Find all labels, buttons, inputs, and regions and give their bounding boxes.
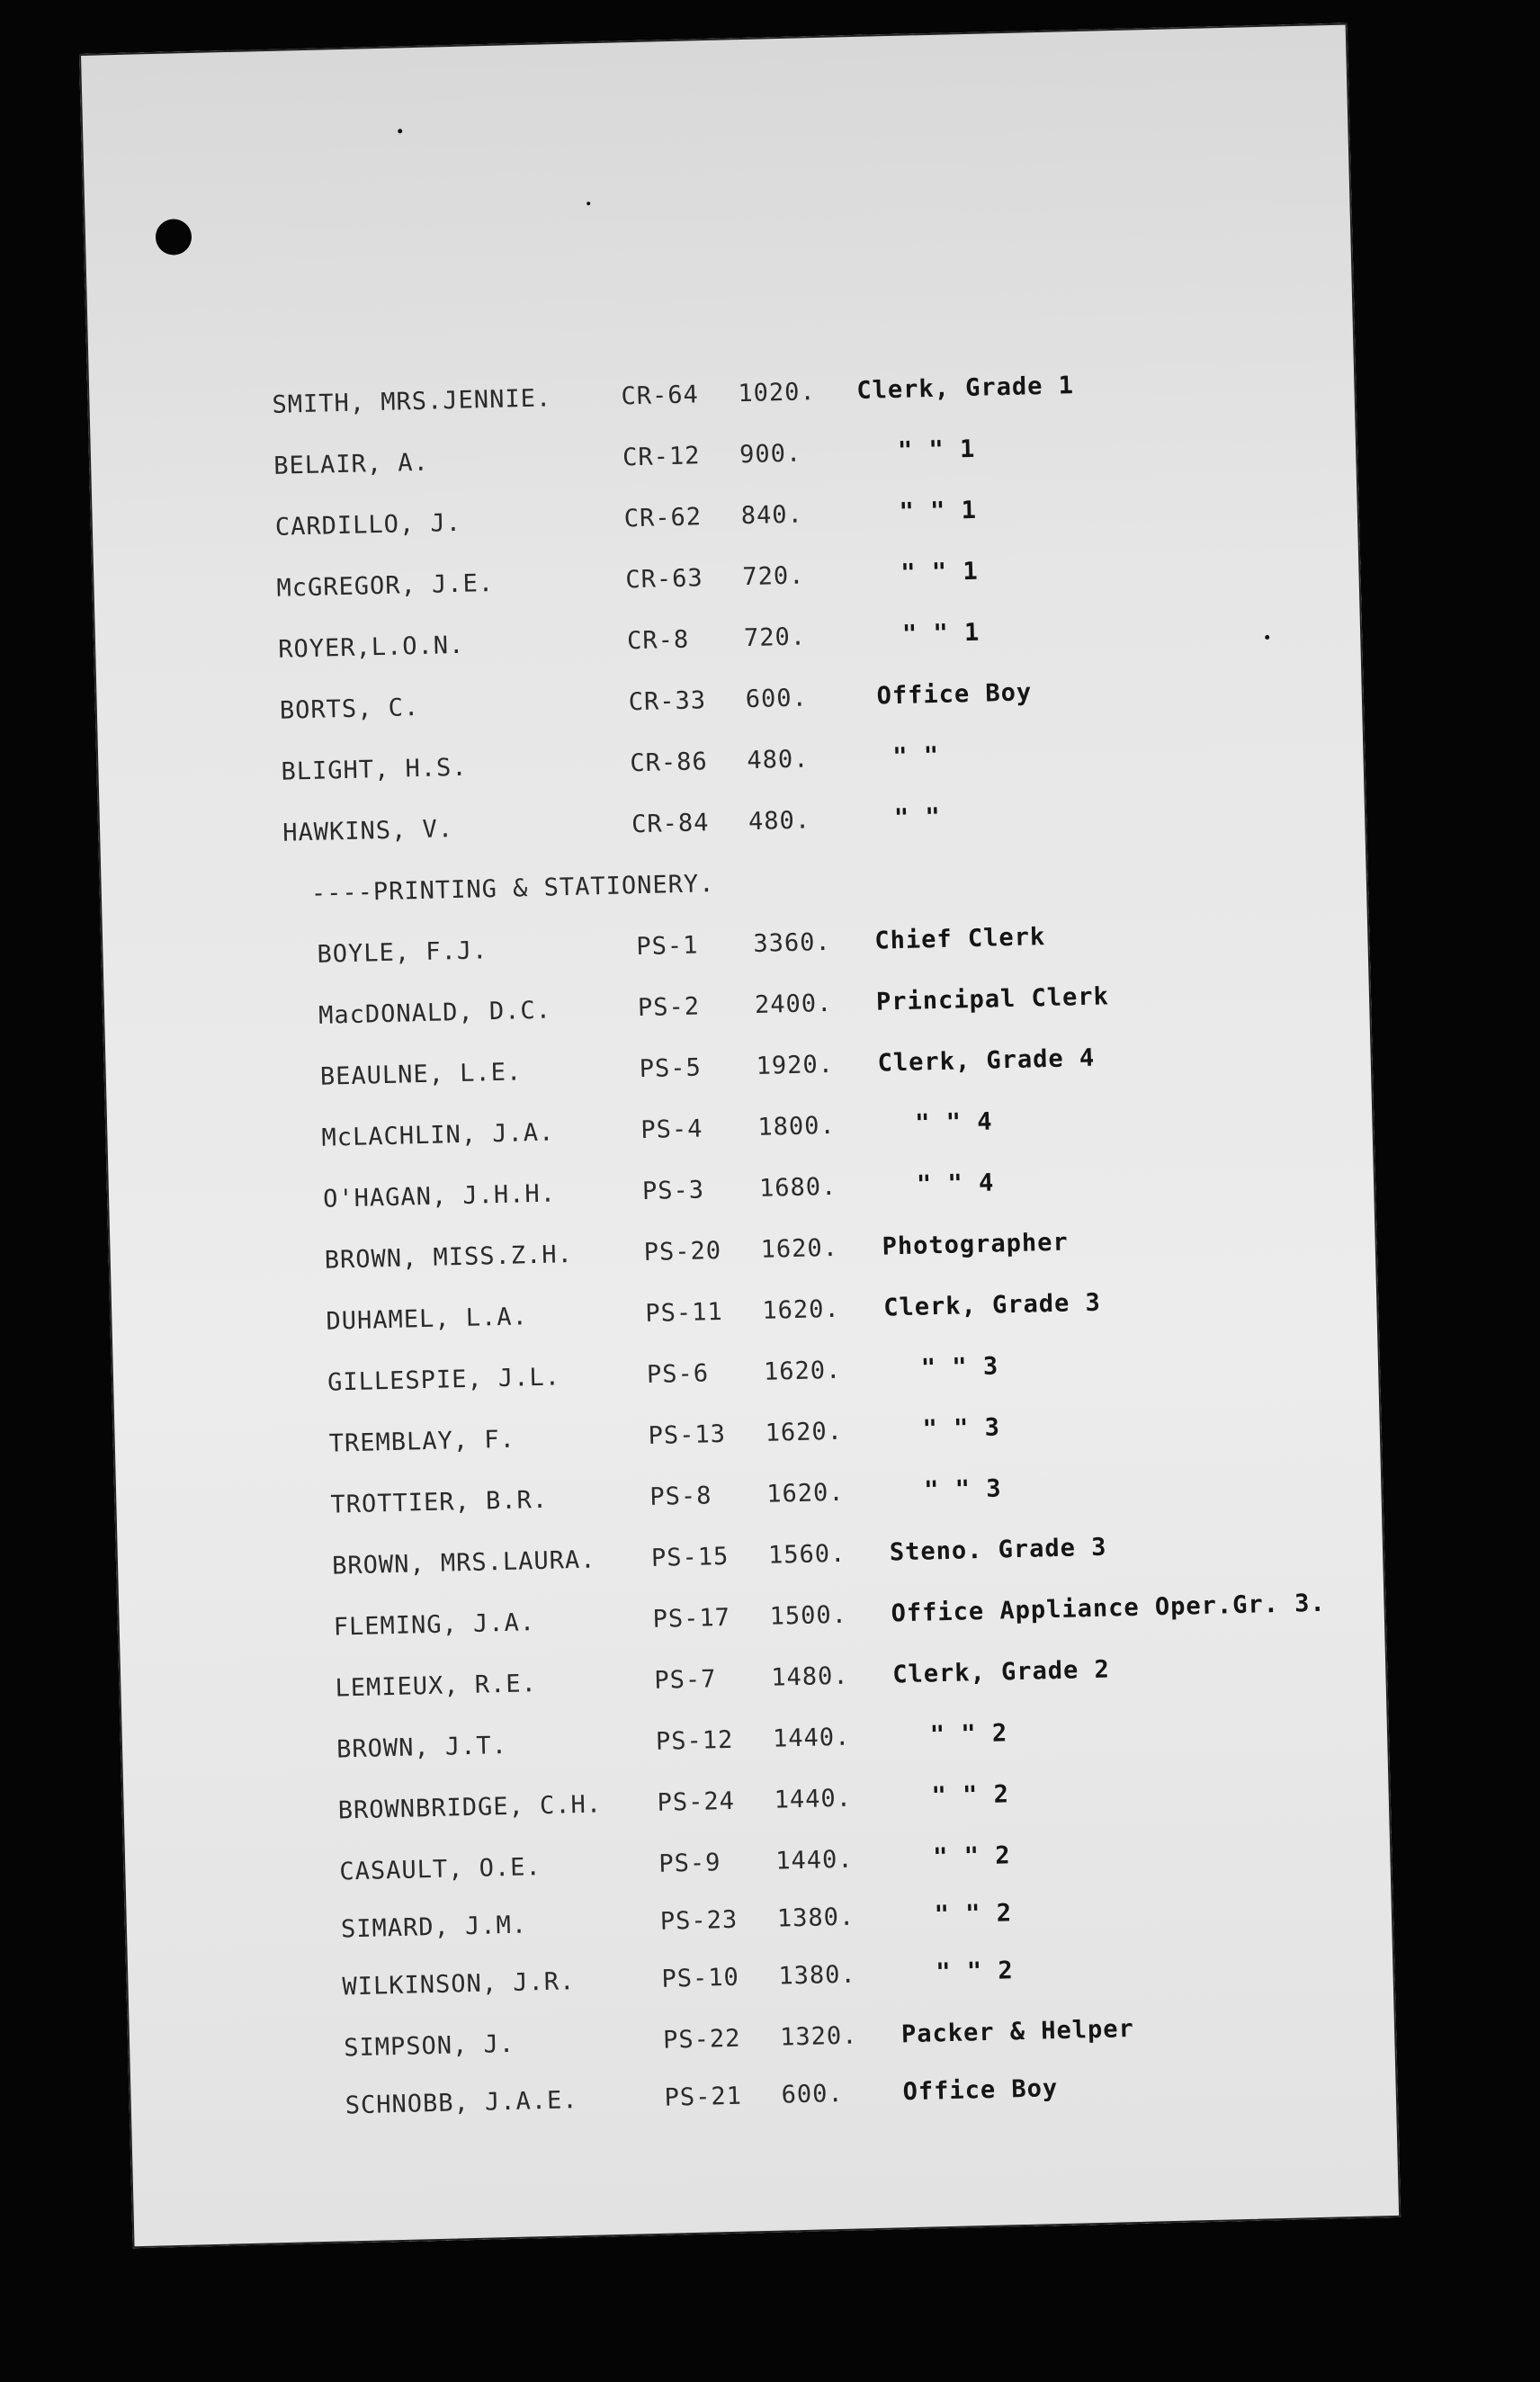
job-title: Office Boy: [876, 678, 1033, 711]
table-row: [343, 2015, 1135, 2070]
salary: 480.: [747, 745, 810, 775]
employee-name: MacDONALD, D.C.: [318, 996, 552, 1030]
job-title: " " 1: [900, 557, 980, 587]
position-code: PS-7: [653, 1665, 717, 1695]
employee-name: TREMBLAY, F.: [328, 1425, 516, 1458]
salary: 1560.: [767, 1539, 846, 1570]
table-row: [317, 923, 1046, 977]
employee-name: BROWNBRIDGE, C.H.: [337, 1790, 603, 1825]
job-title: Clerk, Grade 4: [877, 1043, 1096, 1078]
salary: 900.: [739, 439, 802, 470]
salary: 1620.: [761, 1294, 841, 1325]
job-title: " " 2: [932, 1841, 1011, 1872]
salary: 1620.: [763, 1356, 842, 1386]
table-row: [282, 802, 942, 855]
ink-speck: [398, 129, 402, 133]
position-code: CR-12: [622, 442, 701, 472]
position-code: PS-8: [649, 1482, 712, 1511]
table-row: [328, 1413, 1001, 1466]
position-code: PS-6: [646, 1359, 710, 1390]
job-title: Packer & Helper: [900, 2015, 1135, 2049]
ink-speck: [1265, 635, 1269, 640]
employee-name: DUHAMEL, L.A.: [326, 1303, 529, 1336]
job-title: Office Appliance Oper.Gr. 3.: [891, 1589, 1327, 1628]
job-title: " " 4: [916, 1169, 995, 1199]
table-row: [324, 1228, 1070, 1283]
position-code: PS-5: [639, 1053, 703, 1084]
position-code: CR-33: [628, 686, 707, 717]
salary: 1380.: [776, 1903, 855, 1933]
salary: 480.: [748, 806, 811, 837]
employee-name: BROWN, MISS.Z.H.: [324, 1240, 574, 1275]
table-row: [277, 618, 980, 672]
salary: 1480.: [770, 1661, 849, 1692]
job-title: " " 2: [929, 1719, 1008, 1750]
job-title: " " 3: [923, 1474, 1002, 1505]
position-code: CR-63: [625, 564, 704, 595]
employee-name: HAWKINS, V.: [282, 815, 454, 847]
salary: 2400.: [754, 989, 833, 1019]
employee-name: McLACHLIN, J.A.: [321, 1118, 555, 1152]
table-row: [331, 1533, 1107, 1589]
salary: 1680.: [758, 1172, 837, 1203]
position-code: PS-3: [641, 1176, 705, 1206]
salary: 1380.: [778, 1960, 857, 1991]
table-row: [339, 1841, 1011, 1894]
position-code: PS-17: [652, 1603, 731, 1634]
salary: 1440.: [774, 1845, 854, 1876]
job-title: " " 2: [934, 1899, 1013, 1930]
job-title: " ": [893, 802, 942, 833]
job-title: " " 3: [922, 1413, 1001, 1444]
job-title: " ": [891, 741, 940, 772]
table-row: [318, 982, 1110, 1038]
table-row: [276, 557, 980, 611]
table-row: [281, 741, 940, 794]
position-code: PS-13: [648, 1419, 727, 1450]
position-code: CR-62: [623, 503, 703, 533]
table-row: [335, 1655, 1111, 1711]
table-row: [336, 1719, 1008, 1772]
employee-name: BOYLE, F.J.: [317, 936, 488, 969]
job-title: Office Boy: [902, 2074, 1059, 2107]
job-title: Clerk, Grade 2: [891, 1655, 1111, 1689]
position-code: PS-12: [655, 1725, 734, 1756]
job-title: " " 3: [920, 1352, 999, 1383]
employee-name: McGREGOR, J.E.: [276, 569, 495, 603]
employee-name: FLEMING, J.A.: [333, 1608, 536, 1642]
position-code: CR-84: [631, 809, 710, 839]
salary: 600.: [745, 684, 809, 714]
employee-name: SMITH, MRS.JENNIE.: [272, 384, 552, 419]
salary: 1620.: [765, 1417, 844, 1447]
job-title: Photographer: [882, 1228, 1070, 1261]
table-row: [330, 1474, 1002, 1527]
employee-name: ROYER,L.O.N.: [277, 631, 465, 664]
job-title: " " 1: [899, 496, 978, 526]
salary: 720.: [742, 561, 805, 592]
salary: 1320.: [779, 2021, 858, 2052]
position-code: PS-24: [657, 1786, 736, 1817]
employee-name: SCHNOBB, J.A.E.: [345, 2086, 578, 2120]
employee-name: BELAIR, A.: [273, 448, 430, 480]
employee-name: O'HAGAN, J.H.H.: [322, 1179, 557, 1213]
job-title: " " 1: [897, 434, 976, 465]
job-title: Principal Clerk: [875, 982, 1110, 1016]
job-title: Clerk, Grade 1: [856, 372, 1075, 405]
salary: 1440.: [774, 1784, 853, 1814]
table-row: [273, 434, 976, 488]
position-code: CR-8: [626, 625, 690, 656]
job-title: Steno. Grade 3: [889, 1533, 1107, 1567]
position-code: PS-4: [640, 1115, 703, 1145]
salary: 1800.: [757, 1111, 837, 1142]
table-row: [342, 1957, 1015, 2009]
salary: 3360.: [753, 927, 832, 958]
position-code: PS-21: [664, 2082, 743, 2112]
salary: 1620.: [760, 1233, 839, 1264]
employee-name: TROTTIER, B.R.: [330, 1485, 549, 1519]
table-row: [326, 1288, 1102, 1344]
employee-name: SIMARD, J.M.: [340, 1911, 528, 1944]
ink-speck: [586, 201, 590, 205]
job-title: " " 2: [931, 1780, 1010, 1811]
salary: 1920.: [756, 1050, 835, 1080]
table-row: [340, 1899, 1013, 1952]
position-code: PS-9: [658, 1849, 721, 1878]
position-code: PS-1: [636, 931, 699, 962]
table-row: [272, 372, 1075, 427]
employee-name: BROWN, MRS.LAURA.: [331, 1545, 596, 1581]
punch-hole: [156, 219, 192, 255]
salary: 720.: [743, 622, 807, 653]
position-code: PS-23: [659, 1905, 739, 1936]
employee-name: BLIGHT, H.S.: [281, 753, 468, 786]
position-code: CR-64: [621, 381, 700, 411]
employee-name: GILLESPIE, J.L.: [327, 1363, 561, 1397]
employee-name: CASAULT, O.E.: [339, 1853, 542, 1886]
document-page: [79, 23, 1401, 2249]
employee-name: BEAULNE, L.E.: [319, 1058, 523, 1091]
table-row: [333, 1589, 1327, 1650]
job-title: Clerk, Grade 3: [882, 1288, 1102, 1322]
table-row: [322, 1169, 995, 1222]
position-code: PS-10: [661, 1963, 740, 1993]
employee-name: WILKINSON, J.R.: [342, 1967, 576, 2001]
table-row: [321, 1107, 993, 1160]
position-code: PS-20: [643, 1236, 722, 1267]
position-code: CR-86: [630, 748, 709, 778]
table-row: [337, 1780, 1010, 1833]
salary: 1020.: [738, 378, 817, 408]
job-title: " " 2: [936, 1957, 1015, 1987]
salary: 1500.: [769, 1600, 848, 1631]
position-code: PS-15: [650, 1542, 730, 1572]
position-code: PS-22: [662, 2024, 741, 2055]
job-title: " " 1: [901, 618, 980, 649]
section-heading: ----PRINTING & STATIONERY.: [310, 870, 715, 908]
salary: 1440.: [772, 1723, 851, 1753]
salary: 840.: [740, 500, 804, 531]
salary: 1620.: [766, 1478, 845, 1509]
job-title: Chief Clerk: [873, 923, 1046, 955]
employee-name: BROWN, J.T.: [336, 1731, 508, 1764]
salary: 600.: [781, 2079, 845, 2109]
table-row: [327, 1352, 999, 1405]
employee-name: LEMIEUX, R.E.: [335, 1670, 538, 1703]
employee-name: SIMPSON, J.: [343, 2029, 515, 2063]
table-row: [279, 678, 1033, 733]
position-code: PS-2: [637, 992, 701, 1023]
position-code: PS-11: [645, 1297, 724, 1329]
table-row: [319, 1043, 1096, 1099]
employee-name: BORTS, C.: [279, 693, 420, 725]
table-row: [274, 496, 978, 550]
employee-name: CARDILLO, J.: [274, 508, 462, 542]
job-title: " " 4: [914, 1107, 993, 1138]
